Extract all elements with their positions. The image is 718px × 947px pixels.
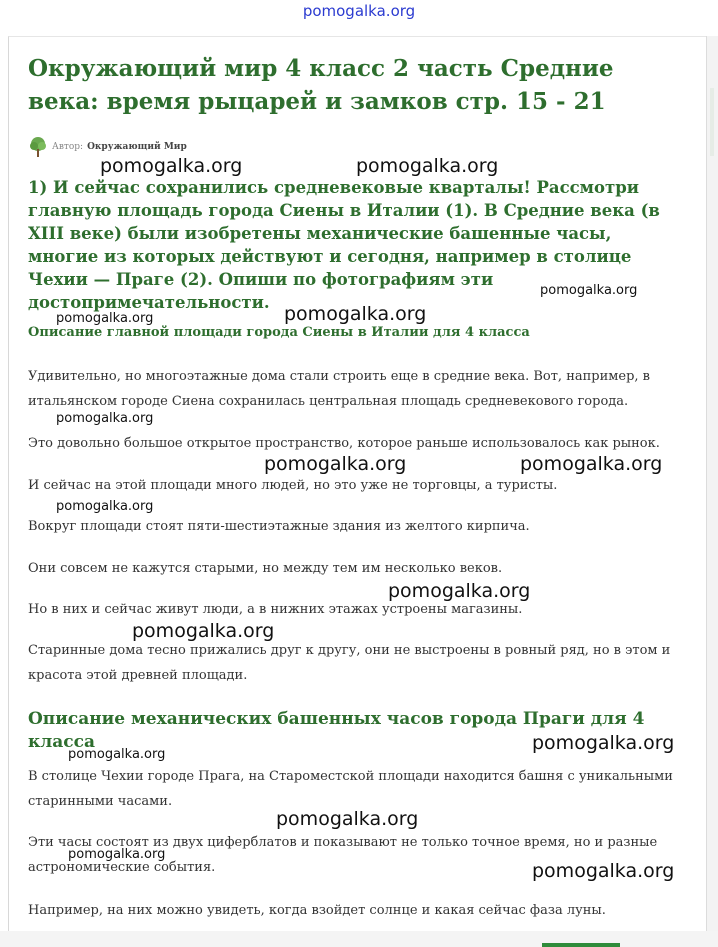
watermark: pomogalka.org [264, 453, 407, 475]
watermark: pomogalka.org [284, 303, 427, 325]
author-name[interactable]: Окружающий Мир [87, 142, 187, 152]
watermark: pomogalka.org [532, 860, 675, 882]
paragraph: В столице Чехии городе Прага, на Староместской площади находится башня с уникальными старинными часами. [28, 769, 673, 809]
watermark: pomogalka.org [56, 311, 154, 326]
paragraph: И сейчас на этой площади много людей, но это уже не торговцы, а туристы. [28, 478, 558, 493]
watermark: pomogalka.org [532, 732, 675, 754]
subheading-siena: Описание главной площади города Сиены в Италии для 4 класса [28, 325, 530, 340]
watermark: pomogalka.org [356, 155, 499, 177]
question-text: 1) И сейчас сохранились средневековые кварталы! Рассмотри главную площадь города Сиены в Италии (1). В Средние века (в XIII веке) были изобретены механические башенные часы, многие из которых действуют и сегодня, например в столице Чехии — Праге (2). Опиши по фотографиям эти достопримечательности. [28, 178, 660, 312]
sidebar-edge [706, 36, 718, 931]
watermark: pomogalka.org [276, 808, 419, 830]
watermark: pomogalka.org [56, 411, 154, 426]
page-title: Окружающий мир 4 класс 2 часть Средние века: время рыцарей и замков стр. 15 - 21 [28, 55, 614, 115]
bottom-accent-bar[interactable] [542, 943, 620, 947]
paragraph: Это довольно большое открытое пространство, которое раньше использовалось как рынок. [28, 436, 660, 451]
author-label: Автор: [52, 142, 84, 152]
paragraph: Они совсем не кажутся старыми, но между тем им несколько веков. [28, 561, 503, 576]
subheading-prague: Описание механических башенных часов города Праги для 4 класса [28, 709, 645, 752]
paragraph: Старинные дома тесно прижались друг к другу, они не выстроены в ровный ряд, но в этом и красота этой древней площади. [28, 643, 671, 683]
watermark: pomogalka.org [540, 283, 638, 298]
sidebar-edge-mark [710, 88, 714, 156]
watermark: pomogalka.org [520, 453, 663, 475]
paragraph: Вокруг площади стоят пяти-шестиэтажные здания из желтого кирпича. [28, 519, 530, 534]
watermark: pomogalka.org [132, 620, 275, 642]
tree-icon [28, 136, 48, 158]
paragraph: Удивительно, но многоэтажные дома стали строить еще в средние века. Вот, например, в итальянском городе Сиена сохранилась центральная площадь средневекового города. [28, 369, 650, 409]
watermark: pomogalka.org [388, 580, 531, 602]
paragraph: Эти часы состоят из двух циферблатов и показывают не только точное время, но и разные астрономические события. [28, 835, 658, 875]
watermark: pomogalka.org [100, 155, 243, 177]
watermark: pomogalka.org [56, 499, 154, 514]
watermark: pomogalka.org [68, 847, 166, 862]
site-header-watermark[interactable]: pomogalka.org [302, 2, 416, 20]
watermark: pomogalka.org [68, 747, 166, 762]
paragraph: Например, на них можно увидеть, когда взойдет солнце и какая сейчас фаза луны. [28, 903, 606, 918]
paragraph: Но в них и сейчас живут люди, а в нижних этажах устроены магазины. [28, 602, 523, 617]
